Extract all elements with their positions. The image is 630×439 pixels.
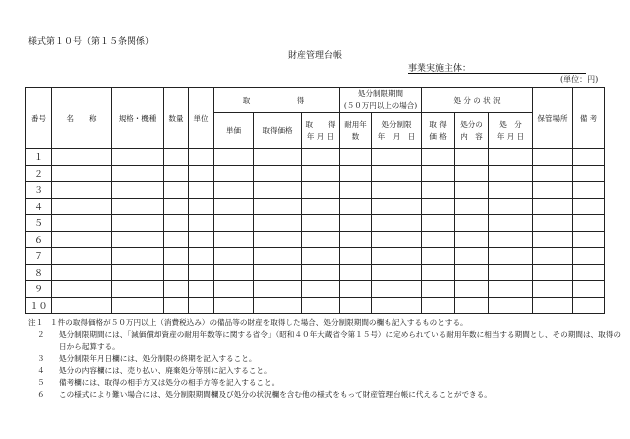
table-cell[interactable] (533, 215, 573, 232)
header-limit-date (372, 113, 422, 149)
header-disposal-limit-line1: 処分制限期間 (358, 89, 404, 98)
note-item (28, 353, 623, 365)
note-text: 処分制限年月日欄には、処分制限の終期を記入すること。 (59, 354, 257, 363)
row-number: ７ (26, 248, 52, 265)
table-cell[interactable] (573, 264, 605, 281)
table-cell[interactable] (254, 281, 302, 298)
table-cell[interactable] (372, 149, 422, 166)
table-cell[interactable] (372, 248, 422, 265)
header-unit: 単位 (189, 88, 214, 149)
table-cell[interactable] (302, 182, 340, 199)
row-number: ９ (26, 281, 52, 298)
table-cell[interactable] (112, 149, 164, 166)
header-disposal-status: 処 分 の 状 況 (422, 88, 533, 113)
table-row (26, 297, 605, 314)
table-cell[interactable] (189, 248, 214, 265)
table-cell[interactable] (302, 281, 340, 298)
note-number: ６ (37, 390, 45, 399)
table-cell[interactable] (455, 149, 489, 166)
note-text: 備考欄には、取得の相手方又は処分の相手方等を記入すること。 (59, 378, 280, 387)
header-disposal-content-line2: 内 容 (460, 131, 483, 141)
table-cell[interactable] (340, 264, 372, 281)
header-quantity: 数量 (164, 88, 189, 149)
row-number: ２ (26, 165, 52, 182)
table-cell[interactable] (372, 264, 422, 281)
table-cell[interactable] (189, 182, 214, 199)
table-cell[interactable] (254, 297, 302, 314)
table-cell[interactable] (254, 165, 302, 182)
header-spec: 規格・機種 (112, 88, 164, 149)
table-cell[interactable] (455, 165, 489, 182)
table-cell[interactable] (214, 281, 254, 298)
table-cell[interactable] (112, 281, 164, 298)
table-cell[interactable] (164, 198, 189, 215)
table-cell[interactable] (302, 248, 340, 265)
table-row (26, 248, 605, 265)
table-cell[interactable] (455, 182, 489, 199)
row-number: ８ (26, 264, 52, 281)
note-text: 処分制限期間には、「減価償却資産の耐用年数等に関する省令」（昭和４０年大蔵省令第１５号）に定められている耐用年数に相当する期間とし、その期間は、取得の日から起算する。 (59, 330, 621, 351)
table-cell[interactable] (573, 297, 605, 314)
table-cell[interactable] (52, 165, 112, 182)
table-cell[interactable] (533, 264, 573, 281)
table-cell[interactable] (164, 165, 189, 182)
table-cell[interactable] (372, 215, 422, 232)
row-number: ６ (26, 231, 52, 248)
table-cell[interactable] (214, 215, 254, 232)
table-cell[interactable] (189, 297, 214, 314)
table-cell[interactable] (489, 281, 533, 298)
notes-section (28, 317, 623, 401)
table-cell[interactable] (455, 215, 489, 232)
header-limit-date-line2: 年 月 日 (377, 131, 416, 141)
header-disposal-limit (340, 88, 422, 113)
table-cell[interactable] (489, 297, 533, 314)
table-cell[interactable] (189, 281, 214, 298)
table-row (26, 149, 605, 166)
table-cell[interactable] (489, 264, 533, 281)
table-cell[interactable] (112, 231, 164, 248)
table-cell[interactable] (214, 297, 254, 314)
table-cell[interactable] (164, 264, 189, 281)
table-cell[interactable] (372, 231, 422, 248)
table-cell[interactable] (52, 281, 112, 298)
header-acquisition-date-line2: 年 月 日 (306, 131, 335, 141)
table-cell[interactable] (254, 264, 302, 281)
table-cell[interactable] (533, 149, 573, 166)
table-cell[interactable] (164, 297, 189, 314)
asset-ledger-table (25, 87, 605, 314)
table-cell[interactable] (164, 231, 189, 248)
row-number: １ (26, 149, 52, 166)
table-cell[interactable] (340, 165, 372, 182)
table-cell[interactable] (302, 231, 340, 248)
header-acquisition: 取 得 (214, 88, 340, 113)
table-row (26, 264, 605, 281)
table-cell[interactable] (422, 198, 455, 215)
table-cell[interactable] (340, 281, 372, 298)
note-item (28, 389, 623, 401)
table-cell[interactable] (164, 248, 189, 265)
table-cell[interactable] (189, 264, 214, 281)
table-cell[interactable] (254, 231, 302, 248)
table-cell[interactable] (372, 297, 422, 314)
table-cell[interactable] (489, 182, 533, 199)
note-text: この様式により難い場合には、処分制限期間欄及び処分の状況欄を含む他の様式をもって財産管理台帳に代えることができる。 (59, 390, 492, 399)
table-row (26, 215, 605, 232)
table-cell[interactable] (112, 248, 164, 265)
document-title: 財産管理台帳 (287, 51, 342, 61)
note-number: ５ (37, 378, 45, 387)
table-cell[interactable] (455, 248, 489, 265)
table-cell[interactable] (573, 182, 605, 199)
table-cell[interactable] (164, 281, 189, 298)
note-number: ４ (37, 366, 45, 375)
header-name: 名 称 (52, 88, 112, 149)
table-cell[interactable] (372, 182, 422, 199)
table-row (26, 231, 605, 248)
table-cell[interactable] (52, 264, 112, 281)
table-cell[interactable] (52, 215, 112, 232)
table-cell[interactable] (340, 198, 372, 215)
header-disposal-date-line1: 処 分 (499, 119, 522, 129)
note-text: １件の取得価格が５０万円以上（消費税込み）の備品等の財産を取得した場合、処分制限期間の欄も記入するものとする。 (50, 318, 468, 327)
header-useful-life-line1: 耐用年 (344, 119, 367, 129)
table-cell[interactable] (302, 215, 340, 232)
row-number: ３ (26, 182, 52, 199)
table-cell[interactable] (340, 297, 372, 314)
table-cell[interactable] (455, 281, 489, 298)
table-cell[interactable] (164, 182, 189, 199)
note-item (28, 365, 623, 377)
table-cell[interactable] (422, 149, 455, 166)
table-cell[interactable] (164, 149, 189, 166)
table-cell[interactable] (302, 165, 340, 182)
header-storage: 保管場所 (533, 88, 573, 149)
table-cell[interactable] (455, 264, 489, 281)
table-cell[interactable] (112, 264, 164, 281)
table-cell[interactable] (254, 182, 302, 199)
header-acquisition-date (302, 113, 340, 149)
table-cell[interactable] (112, 182, 164, 199)
table-cell[interactable] (52, 149, 112, 166)
table-cell[interactable] (52, 248, 112, 265)
table-cell[interactable] (533, 248, 573, 265)
table-cell[interactable] (422, 297, 455, 314)
header-acquisition-price: 取得価格 (254, 113, 302, 149)
form-number: 様式第１０号（第１５条関係） (28, 37, 155, 47)
table-cell[interactable] (254, 248, 302, 265)
table-cell[interactable] (422, 281, 455, 298)
table-cell[interactable] (254, 198, 302, 215)
table-cell[interactable] (52, 231, 112, 248)
header-disposal-date (489, 113, 533, 149)
table-cell[interactable] (573, 149, 605, 166)
table-cell[interactable] (422, 215, 455, 232)
header-remarks: 備 考 (573, 88, 605, 149)
table-cell[interactable] (573, 231, 605, 248)
table-cell[interactable] (372, 198, 422, 215)
table-cell[interactable] (533, 198, 573, 215)
header-disposal-content-line1: 処分の (460, 119, 483, 129)
entity-label: 事業実施主体： (408, 64, 472, 74)
table-cell[interactable] (302, 297, 340, 314)
table-cell[interactable] (340, 149, 372, 166)
table-cell[interactable] (489, 198, 533, 215)
note-text: 処分の内容欄には、売り払い、廃棄処分等別に記入すること。 (59, 366, 272, 375)
table-cell[interactable] (455, 231, 489, 248)
table-cell[interactable] (112, 198, 164, 215)
table-cell[interactable] (214, 165, 254, 182)
row-number: ４ (26, 198, 52, 215)
table-cell[interactable] (112, 297, 164, 314)
table-cell[interactable] (214, 264, 254, 281)
table-cell[interactable] (573, 248, 605, 265)
table-cell[interactable] (455, 297, 489, 314)
table-cell[interactable] (422, 248, 455, 265)
table-cell[interactable] (533, 281, 573, 298)
table-cell[interactable] (214, 149, 254, 166)
table-cell[interactable] (489, 215, 533, 232)
table-cell[interactable] (489, 149, 533, 166)
table-cell[interactable] (533, 231, 573, 248)
table-cell[interactable] (340, 215, 372, 232)
table-cell[interactable] (372, 165, 422, 182)
note-item (28, 377, 623, 389)
table-cell[interactable] (533, 297, 573, 314)
table-cell[interactable] (189, 149, 214, 166)
table-cell[interactable] (254, 215, 302, 232)
header-disposal-content (455, 113, 489, 149)
table-cell[interactable] (340, 182, 372, 199)
note-number: 注１ (28, 318, 44, 327)
header-disposal-limit-line2: (５０万円以上の場合) (343, 101, 418, 110)
table-cell[interactable] (214, 182, 254, 199)
header-useful-life (340, 113, 372, 149)
table-cell[interactable] (302, 198, 340, 215)
table-cell[interactable] (189, 165, 214, 182)
table-cell[interactable] (422, 165, 455, 182)
table-cell[interactable] (573, 198, 605, 215)
table-row (26, 182, 605, 199)
ledger-body (26, 149, 605, 314)
table-cell[interactable] (52, 182, 112, 199)
note-item (28, 317, 623, 329)
table-cell[interactable] (112, 165, 164, 182)
note-item (28, 329, 623, 353)
table-cell[interactable] (340, 231, 372, 248)
table-cell[interactable] (164, 215, 189, 232)
table-cell[interactable] (422, 264, 455, 281)
header-number: 番号 (26, 88, 52, 149)
table-cell[interactable] (254, 149, 302, 166)
header-disposal-price-line1: 取 得 (429, 119, 447, 129)
table-cell[interactable] (573, 281, 605, 298)
note-number: ３ (37, 354, 45, 363)
table-cell[interactable] (189, 198, 214, 215)
table-cell[interactable] (214, 248, 254, 265)
table-cell[interactable] (455, 198, 489, 215)
table-cell[interactable] (52, 297, 112, 314)
table-cell[interactable] (489, 231, 533, 248)
table-cell[interactable] (422, 182, 455, 199)
header-unit-price: 単価 (214, 113, 254, 149)
table-row (26, 281, 605, 298)
table-cell[interactable] (573, 215, 605, 232)
header-disposal-price-line2: 価 格 (429, 131, 447, 141)
row-number: １０ (26, 297, 52, 314)
table-cell[interactable] (112, 215, 164, 232)
table-cell[interactable] (489, 165, 533, 182)
table-cell[interactable] (214, 231, 254, 248)
table-cell[interactable] (302, 149, 340, 166)
table-cell[interactable] (533, 165, 573, 182)
table-cell[interactable] (573, 165, 605, 182)
header-limit-date-line1: 処分制限 (381, 119, 412, 129)
table-cell[interactable] (489, 248, 533, 265)
table-cell[interactable] (533, 182, 573, 199)
table-cell[interactable] (422, 231, 455, 248)
table-row (26, 198, 605, 215)
table-row (26, 165, 605, 182)
table-cell[interactable] (340, 248, 372, 265)
table-cell[interactable] (189, 215, 214, 232)
note-number: ２ (37, 330, 45, 339)
header-disposal-price (422, 113, 455, 149)
header-useful-life-line2: 数 (351, 131, 360, 141)
unit-label: (単位：円) (560, 75, 599, 84)
table-cell[interactable] (372, 281, 422, 298)
header-acquisition-date-line1: 取 得 (305, 119, 336, 129)
table-cell[interactable] (52, 198, 112, 215)
table-cell[interactable] (302, 264, 340, 281)
table-cell[interactable] (214, 198, 254, 215)
row-number: ５ (26, 215, 52, 232)
header-disposal-date-line2: 年 月 日 (496, 131, 525, 141)
table-cell[interactable] (189, 231, 214, 248)
